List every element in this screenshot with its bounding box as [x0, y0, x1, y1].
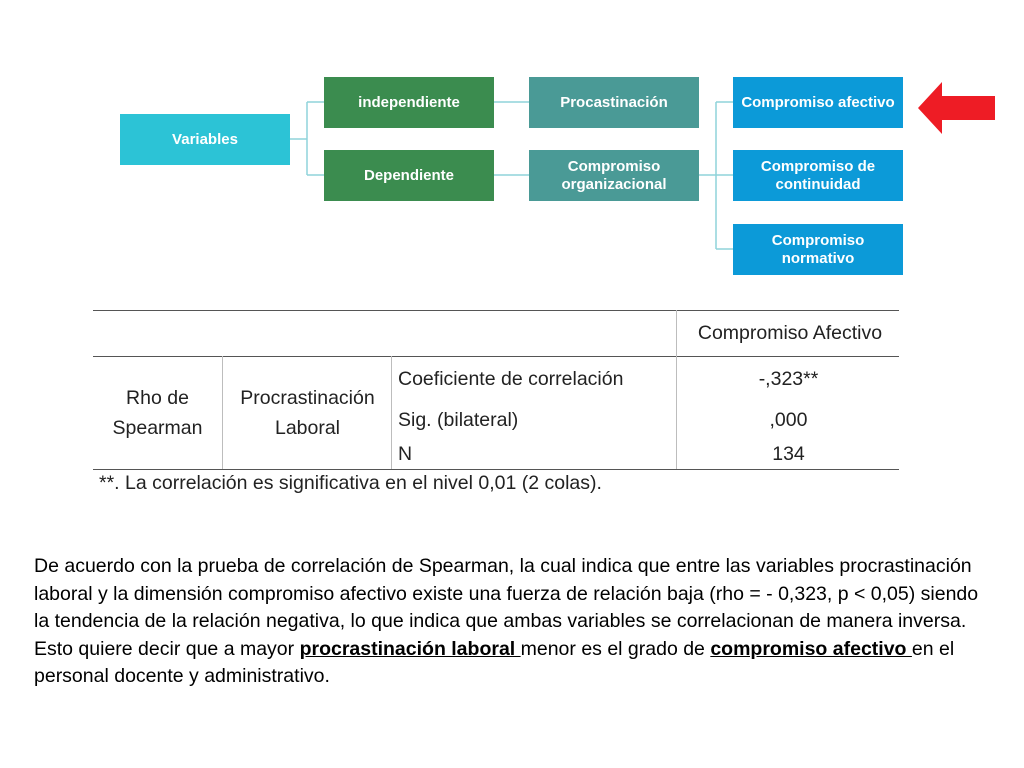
- node-compromiso-organizacional: [529, 150, 699, 201]
- node-dependiente: [324, 150, 494, 201]
- emphasis-compromiso-afectivo: compromiso afectivo: [710, 637, 912, 660]
- row-label: Sig. (bilateral): [398, 409, 519, 431]
- node-label: Dependiente: [363, 166, 454, 184]
- table-header-rule: [93, 356, 899, 357]
- text-segment: Esto quiere decir que a mayor: [34, 637, 300, 660]
- node-compromiso-afectivo: [733, 77, 903, 128]
- variable-label: Laboral: [274, 417, 341, 439]
- text-segment: menor es el grado de: [520, 637, 711, 660]
- table-col-divider: [676, 310, 677, 469]
- row-group-label: Rho de: [126, 387, 189, 409]
- table-header-cell: Compromiso Afectivo: [697, 322, 883, 344]
- node-label: independiente: [358, 93, 460, 111]
- row-group-label: Spearman: [112, 417, 203, 439]
- node-compromiso-normativo: [733, 224, 903, 275]
- text-segment: en el personal docente y administrativo.: [34, 637, 955, 687]
- row-value: 134: [772, 443, 805, 465]
- emphasis-procrastinacion-laboral: procrastinación laboral: [299, 637, 521, 660]
- row-label: Coeficiente de correlación: [398, 368, 624, 390]
- paragraph-1: De acuerdo con la prueba de correlación de Spearman, la cual indica que entre las variables procrastinación laboral y la dimensión compromiso afectivo existe una fuerza de relación baja (rho = - 0,323, p < 0,05) siendo la tendencia de la relación negativa, lo que indica que ambas variables se correlacionan de manera inversa.: [34, 555, 979, 632]
- row-value: ,000: [769, 409, 808, 431]
- table-col-divider: [391, 356, 392, 469]
- correlation-table: [93, 308, 899, 498]
- table-bottom-rule: [93, 469, 899, 470]
- red-arrow-left-icon: [918, 82, 998, 134]
- node-independiente: [324, 77, 494, 128]
- table-footnote: **. La correlación es significativa en el nivel 0,01 (2 colas).: [99, 472, 602, 494]
- node-label: Variables: [172, 130, 238, 148]
- explanation-text: [34, 553, 984, 691]
- variable-label: Procrastinación: [240, 387, 375, 409]
- node-label: Compromiso afectivo: [741, 93, 895, 111]
- table-top-rule: [93, 310, 899, 311]
- row-value: -,323**: [758, 368, 819, 390]
- node-variables: [120, 114, 290, 165]
- row-label: N: [398, 443, 413, 465]
- node-label: Compromiso organizacional: [561, 157, 667, 193]
- node-compromiso-continuidad: [733, 150, 903, 201]
- table-col-divider: [222, 356, 223, 469]
- paragraph-2: [34, 636, 984, 691]
- node-label: Compromiso normativo: [771, 231, 865, 267]
- node-label: Compromiso de continuidad: [760, 157, 876, 193]
- node-label: Procastinación: [560, 93, 668, 111]
- node-procastinacion: [529, 77, 699, 128]
